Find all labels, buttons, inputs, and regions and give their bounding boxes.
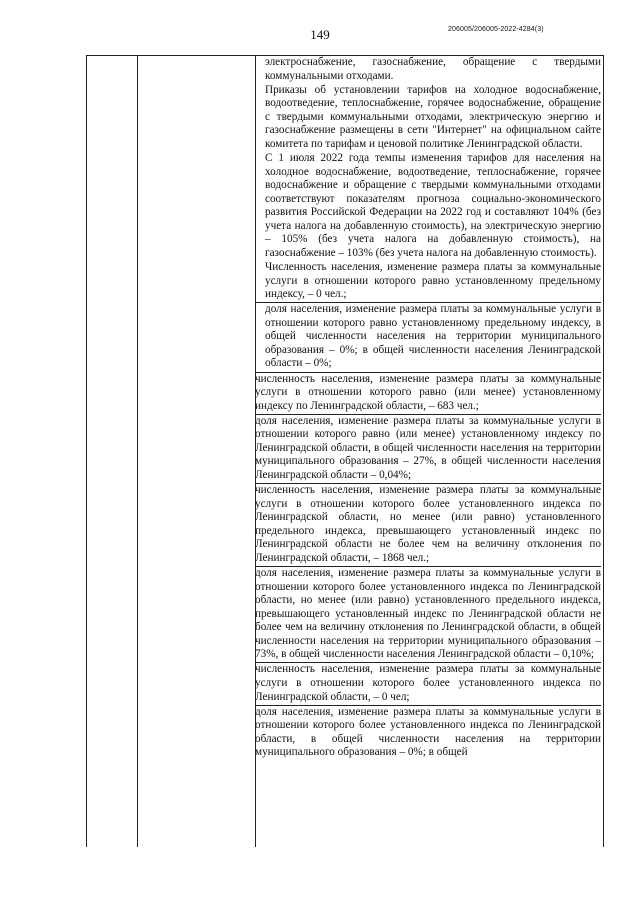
paragraph: доля населения, изменение размера платы за коммунальные услуги в отношении которого равно (или менее) установленному индексу по Ленинградской области, в общей численности населения на территории муниципального образования – 27%, в общей численности населения Ленинградской области – 0,04%;	[255, 414, 601, 481]
paragraph: численность населения, изменение размера платы за коммунальные услуги в отношении которого равно (или менее) установленному индексу по Ленинградской области, – 683 чел.;	[255, 372, 601, 412]
page-number: 149	[310, 27, 330, 42]
document-code: 206005/206005-2022-4284(3)	[448, 26, 544, 33]
paragraph: доля населения, изменение размера платы за коммунальные услуги в отношении которого равно установленному предельному индексу, в общей численности населения на территории муниципального образования – 0%; в общей численности населения Ленинградской области – 0%;	[265, 303, 601, 370]
paragraph: численность населения, изменение размера платы за коммунальные услуги в отношении которого более установленного индекса по Ленинградской области, – 0 чел;	[255, 663, 601, 703]
paragraph: электроснабжение, газоснабжение, обращение с твердыми коммунальными отходами.	[265, 56, 601, 82]
paragraph: Численность населения, изменение размера платы за коммунальные услуги в отношении которого равно установленному предельному индексу, – 0 чел.;	[265, 260, 601, 301]
table-column-divider	[137, 56, 138, 847]
table-text-cell	[255, 56, 601, 760]
paragraph: С 1 июля 2022 года темпы изменения тарифов для населения на холодное водоснабжение, водоотведение, теплоснабжение, горячее водоснабжение и обращение с твердыми коммунальными отходами соответствуют показателям прогноза социально-экономического развития Российской Федерации на 2022 год и составляют 104% (без учета налога на добавленную стоимость), на электрическую энергию – 105% (без учета налога на добавленную стоимость), на газоснабжение – 103% (без учета налога на добавленную стоимость).	[265, 152, 601, 259]
paragraph: Приказы об установлении тарифов на холодное водоснабжение, водоотведение, теплоснабжение, горячее водоснабжение, обращение с твердыми коммунальными отходами, электрическую энергию и газоснабжение размещены в сети "Интернет" на официальном сайте комитета по тарифам и ценовой политике Ленинградской области.	[265, 83, 601, 150]
paragraph: доля населения, изменение размера платы за коммунальные услуги в отношении которого более установленного индекса по Ленинградской области, но менее (или равно) установленного предельного индекса, превышающего установленный индекс по Ленинградской области не более чем на величину отклонения по Ленинградской области, в общей численности населения на территории муниципального образования – 73%, в общей численности населения Ленинградской области – 0,10%;	[255, 566, 601, 661]
document-table	[86, 55, 604, 847]
paragraph: доля населения, изменение размера платы за коммунальные услуги в отношении которого более установленного индекса по Ленинградской области, в общей численности населения на территории муниципального образования – 0%; в общей	[255, 705, 601, 759]
paragraph: численность населения, изменение размера платы за коммунальные услуги в отношении которого более установленного индекса по Ленинградской области, но менее (или равно) установленного предельного индекса, превышающего установленный индекс по Ленинградской области не более чем на величину отклонения по Ленинградской области, – 1868 чел.;	[255, 484, 601, 564]
